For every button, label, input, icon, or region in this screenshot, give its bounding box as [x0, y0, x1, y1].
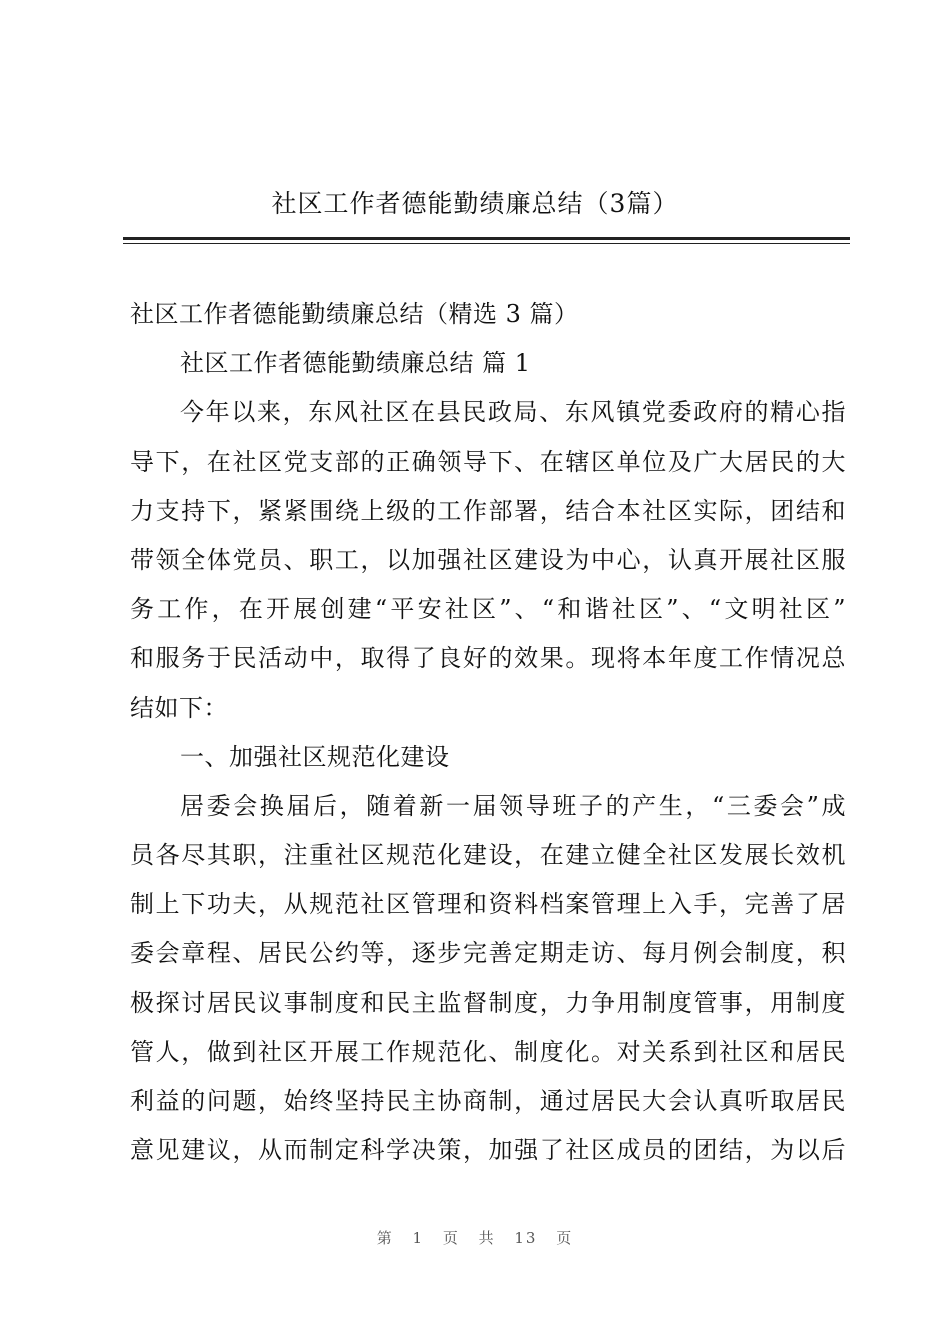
- body-line-10: 一、加强社区规范化建设: [180, 742, 450, 771]
- body-line-16: 管人，做到社区开展工作规范化、制度化。对关系到社区和居民: [130, 1037, 846, 1066]
- body-line-13: 制上下功夫，从规范社区管理和资料档案管理上入手，完善了居: [130, 890, 846, 919]
- body-line-11: 居委会换届后，随着新一届领导班子的产生，“三委会”成: [180, 791, 846, 820]
- body-line-7: 务工作，在开展创建“平安社区”、“和谐社区”、“文明社区”: [130, 595, 846, 624]
- header-divider-thick: [123, 237, 850, 240]
- body-line-15: 极探讨居民议事制度和民主监督制度，力争用制度管事，用制度: [130, 988, 846, 1017]
- body-line-4: 导下，在社区党支部的正确领导下、在辖区单位及广大居民的大: [130, 447, 846, 476]
- body-line-17: 利益的问题，始终坚持民主协商制，通过居民大会认真听取居民: [130, 1087, 846, 1115]
- body-line-14: 委会章程、居民公约等，逐步完善定期走访、每月例会制度，积: [130, 939, 846, 968]
- body-line-8: 和服务于民活动中，取得了良好的效果。现将本年度工作情况总: [130, 644, 846, 673]
- body-line-1: 社区工作者德能勤绩廉总结（精选 3 篇）: [130, 300, 579, 328]
- page-number: 第 1 页 共 13 页: [376, 1229, 574, 1247]
- body-line-18: 意见建议，从而制定科学决策，加强了社区成员的团结，为以后: [130, 1136, 846, 1165]
- body-line-6: 带领全体党员、职工，以加强社区建设为中心，认真开展社区服: [130, 545, 846, 574]
- body-line-2: 社区工作者德能勤绩廉总结 篇 1: [180, 349, 531, 378]
- body-line-12: 员各尽其职，注重社区规范化建设，在建立健全社区发展长效机: [130, 841, 846, 870]
- page-title: 社区工作者德能勤绩廉总结（3篇）: [271, 189, 679, 218]
- body-line-3: 今年以来，东风社区在县民政局、东风镇党委政府的精心指: [180, 398, 846, 427]
- body-line-9: 结如下：: [130, 693, 228, 722]
- header-divider-thin: [123, 243, 850, 244]
- body-line-5: 力支持下，紧紧围绕上级的工作部署，结合本社区实际，团结和: [130, 496, 846, 525]
- document-body: [130, 290, 846, 1175]
